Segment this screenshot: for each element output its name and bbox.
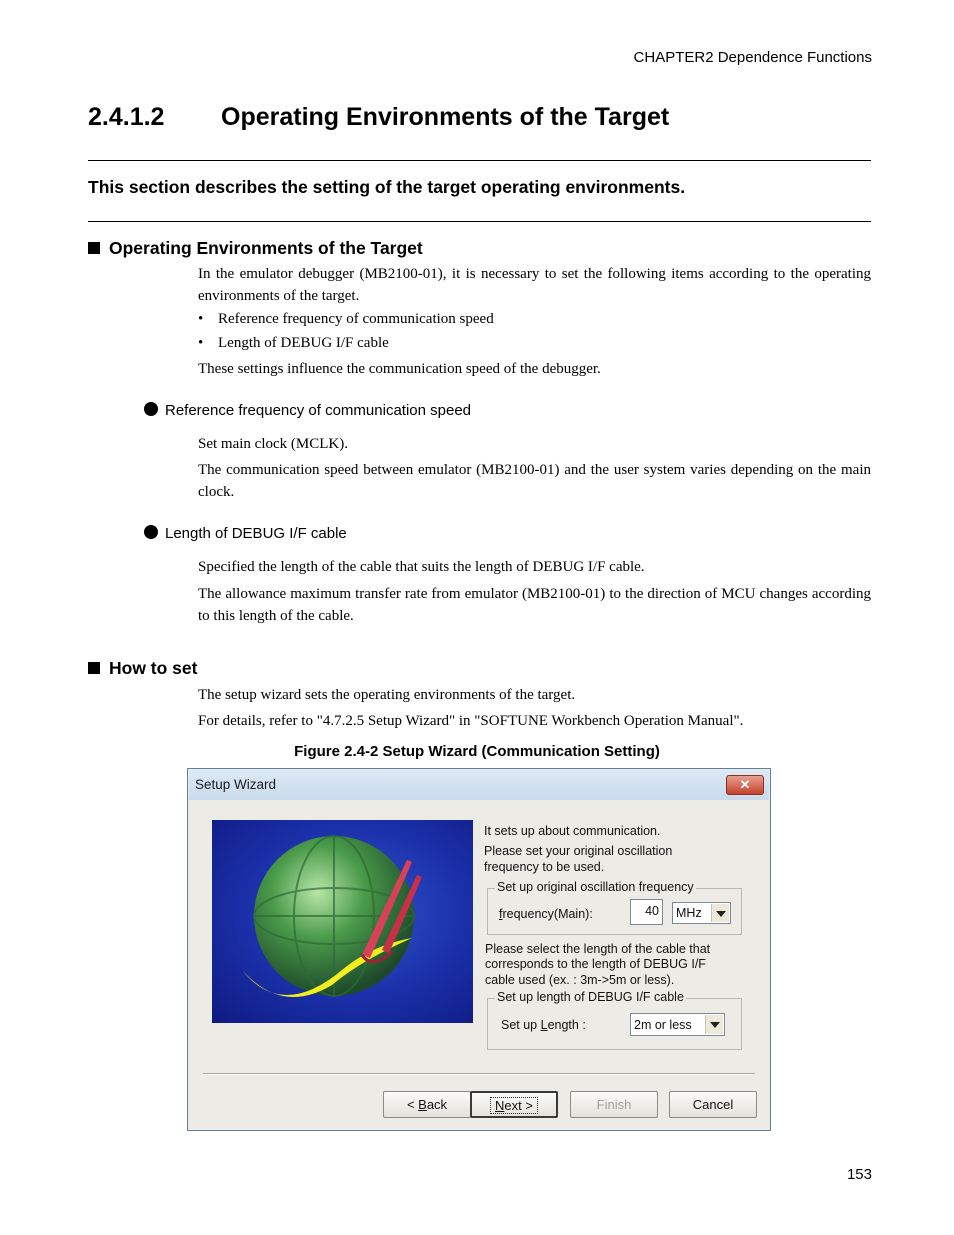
page-number: 153 <box>846 1166 872 1183</box>
next-button[interactable]: Next > <box>470 1091 558 1118</box>
chevron-down-icon[interactable] <box>711 904 729 922</box>
globe-illustration-icon <box>212 820 473 1023</box>
cable-instruction-text: cable used (ex. : 3m->5m or less). <box>485 973 675 987</box>
list-item: • Length of DEBUG I/F cable <box>198 335 389 351</box>
dialog-titlebar[interactable] <box>189 770 769 800</box>
dialog-intro-text: It sets up about communication. <box>484 824 661 838</box>
cable-group-label: Set up length of DEBUG I/F cable <box>497 990 684 1004</box>
finish-button[interactable]: Finish <box>570 1091 658 1118</box>
paragraph: In the emulator debugger (MB2100-01), it is necessary to set the following items according to the operating environments of the target. <box>198 266 871 304</box>
subsection-heading-how-to-set: How to set <box>88 658 197 679</box>
dialog-separator <box>203 1073 755 1075</box>
dialog-intro-text: frequency to be used. <box>484 860 605 874</box>
subsection-heading-environments: Operating Environments of the Target <box>88 238 423 259</box>
figure-caption: Figure 2.4-2 Setup Wizard (Communication Setting) <box>294 743 660 760</box>
chevron-down-icon[interactable] <box>705 1015 723 1034</box>
paragraph: For details, refer to "4.7.2.5 Setup Wizard" in "SOFTUNE Workbench Operation Manual". <box>198 713 744 729</box>
item-heading-frequency: Reference frequency of communication speed <box>144 402 471 419</box>
cable-instruction-text: corresponds to the length of DEBUG I/F <box>485 957 706 971</box>
item-heading-cable: Length of DEBUG I/F cable <box>144 525 347 542</box>
frequency-unit-select[interactable]: MHz <box>672 902 731 924</box>
paragraph: The setup wizard sets the operating environments of the target. <box>198 687 576 703</box>
chapter-header: CHAPTER2 Dependence Functions <box>633 49 872 66</box>
setup-wizard-dialog <box>187 768 771 1131</box>
list-item: • Reference frequency of communication speed <box>198 311 494 327</box>
cable-instruction-text: Please select the length of the cable that <box>485 942 711 956</box>
bullet-icon: • <box>198 311 204 327</box>
frequency-label: frequency(Main): <box>499 907 593 921</box>
square-bullet-icon <box>88 662 100 674</box>
divider-top <box>88 160 871 161</box>
wizard-illustration <box>212 820 473 1023</box>
section-summary: This section describes the setting of the target operating environments. <box>88 177 686 197</box>
circle-bullet-icon <box>144 525 158 539</box>
length-label: Set up Length : <box>501 1018 586 1032</box>
paragraph: The allowance maximum transfer rate from emulator (MB2100-01) to the direction of MCU changes according to this length of the cable. <box>198 586 871 624</box>
dialog-title: Setup Wizard <box>195 777 277 792</box>
close-button[interactable]: ✕ <box>726 775 764 795</box>
paragraph: The communication speed between emulator (MB2100-01) and the user system varies depending on the main clock. <box>198 462 871 500</box>
square-bullet-icon <box>88 242 100 254</box>
paragraph: Specified the length of the cable that suits the length of DEBUG I/F cable. <box>198 559 645 575</box>
divider-bottom <box>88 221 871 222</box>
section-number: 2.4.1.2 <box>88 103 165 131</box>
cancel-button[interactable]: Cancel <box>669 1091 757 1118</box>
bullet-icon: • <box>198 335 204 351</box>
frequency-input[interactable]: 40 <box>630 899 663 925</box>
length-select[interactable]: 2m or less <box>630 1013 725 1036</box>
frequency-group-label: Set up original oscillation frequency <box>497 880 694 894</box>
paragraph: These settings influence the communication speed of the debugger. <box>198 361 601 377</box>
back-button[interactable]: < Back <box>383 1091 471 1118</box>
section-title: Operating Environments of the Target <box>221 103 670 131</box>
dialog-intro-text: Please set your original oscillation <box>484 844 673 858</box>
paragraph: Set main clock (MCLK). <box>198 436 348 452</box>
circle-bullet-icon <box>144 402 158 416</box>
